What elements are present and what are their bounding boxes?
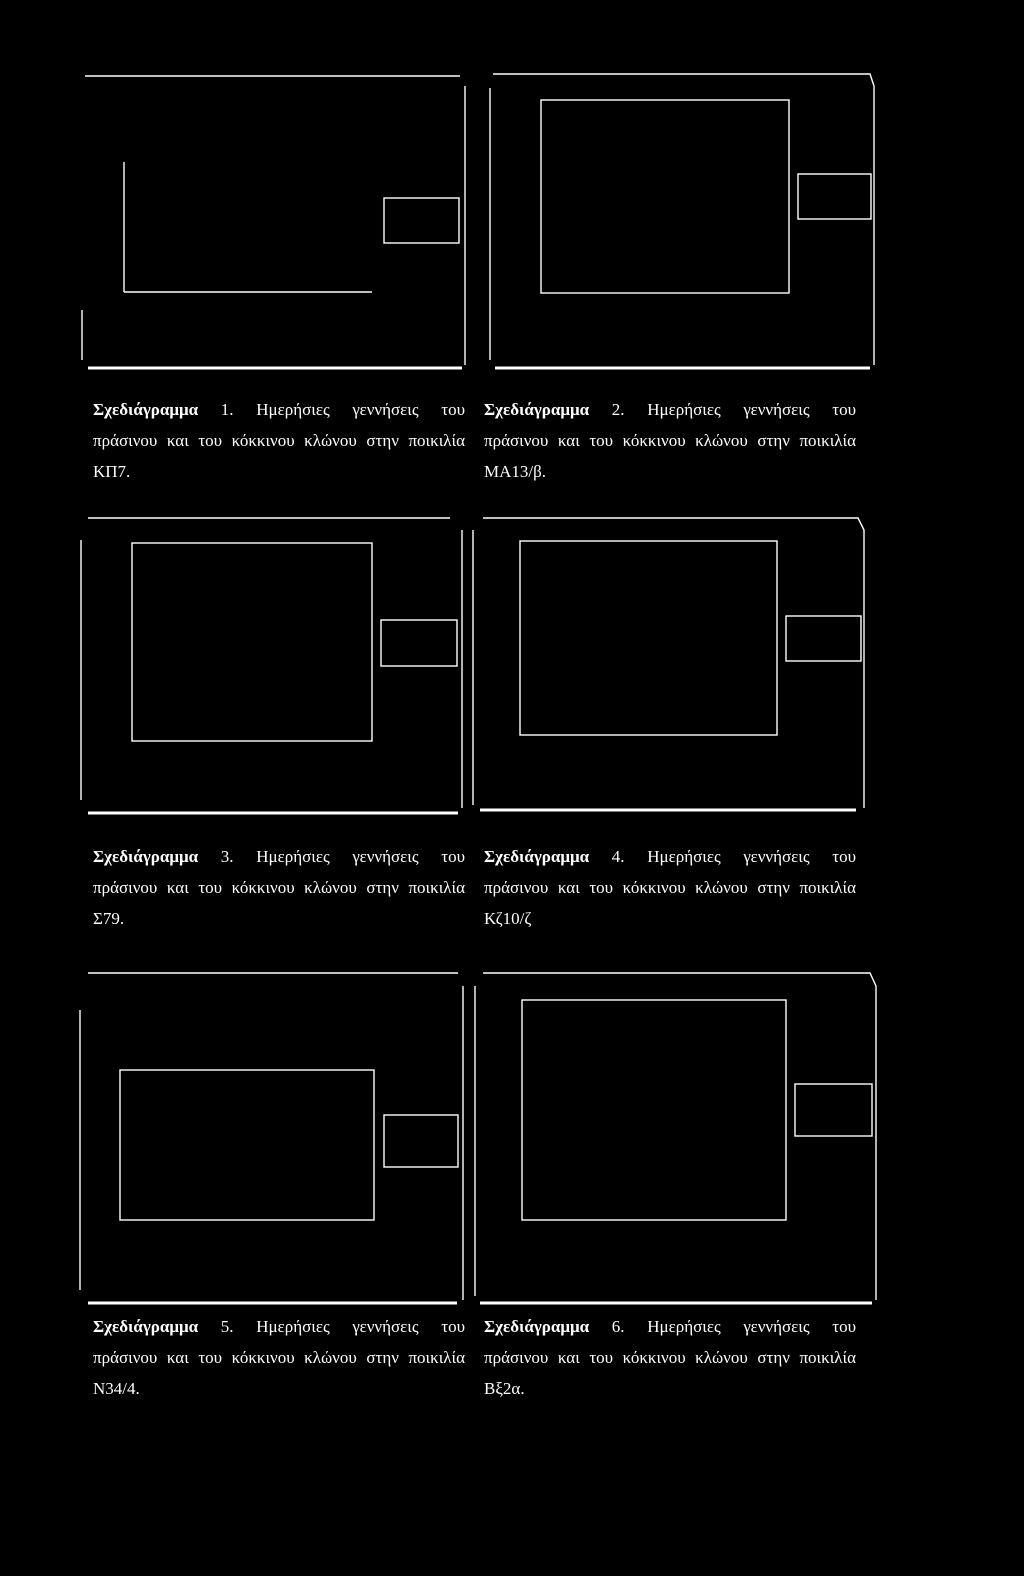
figure-3-label: Σχεδιάγραμμα: [93, 847, 199, 866]
figure-5-number: 5.: [220, 1317, 234, 1336]
figure-2-label: Σχεδιάγραμμα: [484, 400, 590, 419]
figure-4-variety: Κζ10/ζ: [484, 909, 532, 928]
figure-5-caption-text: Ημερήσιες γεννήσεις του: [256, 1317, 465, 1336]
figure-5-label: Σχεδιάγραμμα: [93, 1317, 199, 1336]
figure-4-chart: [473, 518, 864, 810]
figure-6-caption-line-1: [484, 1311, 856, 1342]
figure-2-chart: [490, 74, 874, 368]
figure-2-caption-text: Ημερήσιες γεννήσεις του: [647, 400, 856, 419]
figure-4-caption-text: Ημερήσιες γεννήσεις του: [647, 847, 856, 866]
figure-3-chart: [81, 518, 462, 813]
figure-6-plot-area: [522, 1000, 786, 1220]
figure-4-caption-line-2: πράσινου και του κόκκινου κλώνου στην ποικιλία: [484, 878, 856, 897]
figure-6-caption-line-2: πράσινου και του κόκκινου κλώνου στην ποικιλία: [484, 1348, 856, 1367]
figure-6-number: 6.: [611, 1317, 625, 1336]
figure-4-caption-line-1: [484, 841, 856, 872]
figure-1-label: Σχεδιάγραμμα: [93, 400, 199, 419]
figure-5-caption-line-1: [93, 1311, 465, 1342]
figure-1-caption-text: Ημερήσιες γεννήσεις του: [256, 400, 465, 419]
figure-4-label: Σχεδιάγραμμα: [484, 847, 590, 866]
figure-5-variety: N34/4.: [93, 1379, 140, 1398]
figure-3-number: 3.: [220, 847, 234, 866]
figure-6-variety: Βξ2α.: [484, 1379, 525, 1398]
figure-3-caption: [93, 841, 465, 934]
figure-1-caption-line-2: πράσινου και του κόκκινου κλώνου στην ποικιλία: [93, 431, 465, 450]
figure-1-caption-line-1: [93, 394, 465, 425]
figure-5-caption: [93, 1311, 465, 1404]
figure-5-caption-line-2: πράσινου και του κόκκινου κλώνου στην ποικιλία: [93, 1348, 465, 1367]
figure-2-variety: MA13/β.: [484, 462, 547, 481]
figure-3-caption-line-1: [93, 841, 465, 872]
figure-2-legend-box: [798, 174, 871, 219]
figure-2-caption-line-2: πράσινου και του κόκκινου κλώνου στην ποικιλία: [484, 431, 856, 450]
figure-1-legend-box: [384, 198, 459, 243]
figure-2-caption: [484, 394, 856, 487]
figure-5-legend-box: [384, 1115, 458, 1167]
figure-2-number: 2.: [611, 400, 625, 419]
figure-4-caption: [484, 841, 856, 934]
figure-1-chart: [82, 76, 465, 368]
figure-6-caption-text: Ημερήσιες γεννήσεις του: [647, 1317, 856, 1336]
figure-3-caption-line-2: πράσινου και του κόκκινου κλώνου στην ποικιλία: [93, 878, 465, 897]
figure-2-caption-line-1: [484, 394, 856, 425]
figure-2-plot-area: [541, 100, 789, 293]
figure-1-variety: ΚΠ7.: [93, 462, 131, 481]
figure-5-chart: [80, 973, 463, 1303]
figure-4-number: 4.: [611, 847, 625, 866]
figure-1-number: 1.: [220, 400, 234, 419]
figure-3-variety: Σ79.: [93, 909, 125, 928]
figure-4-plot-area: [520, 541, 777, 735]
figure-4-legend-box: [786, 616, 861, 661]
figure-6-label: Σχεδιάγραμμα: [484, 1317, 590, 1336]
figure-5-plot-area: [120, 1070, 374, 1220]
figure-6-caption: [484, 1311, 856, 1404]
figure-3-caption-text: Ημερήσιες γεννήσεις του: [256, 847, 465, 866]
figure-6-legend-box: [795, 1084, 872, 1136]
figure-4-top-right-border: [483, 518, 864, 808]
figure-1-caption: [93, 394, 465, 487]
figure-3-legend-box: [381, 620, 457, 666]
figure-6-chart: [475, 973, 876, 1303]
figure-3-plot-area: [132, 543, 372, 741]
